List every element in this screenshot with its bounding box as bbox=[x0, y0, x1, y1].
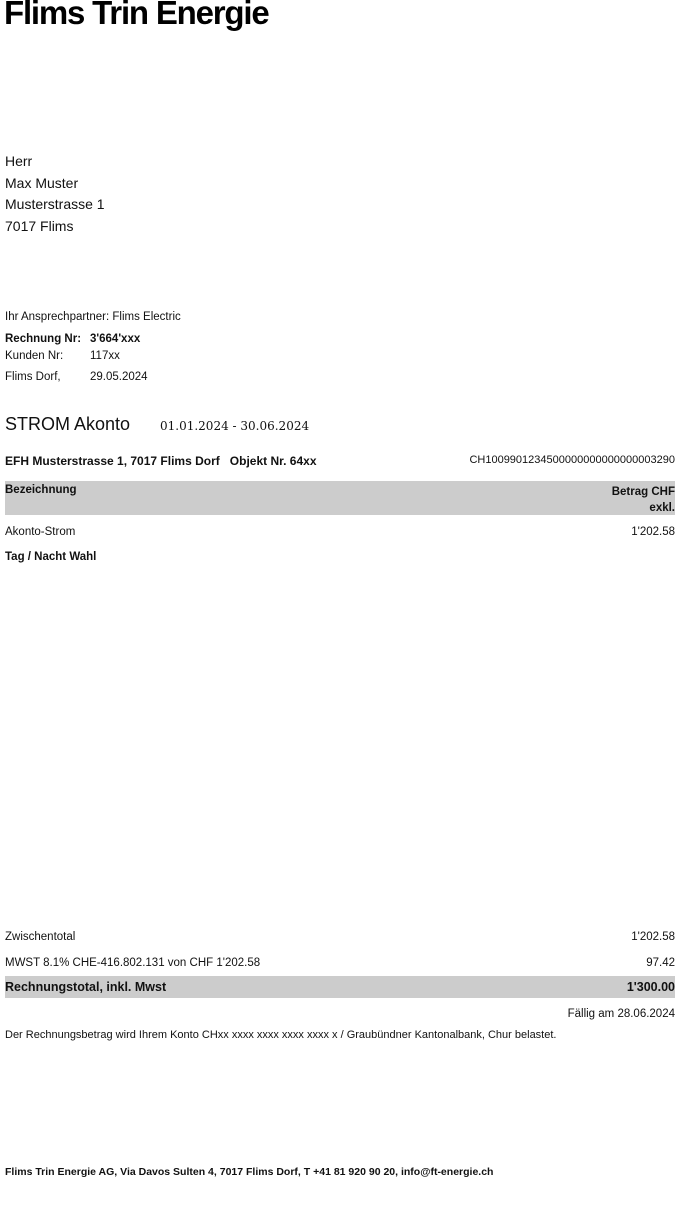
recipient-name: Max Muster bbox=[5, 174, 79, 191]
header-label: Bezeichnung bbox=[5, 484, 77, 496]
company-logo: Flims Trin Energie bbox=[4, 0, 269, 31]
object-address bbox=[5, 454, 317, 468]
footer: Flims Trin Energie AG, Via Davos Sulten 4, 7017 Flims Dorf, T +41 81 920 90 20, info@ft-energie.ch bbox=[5, 1166, 494, 1178]
recipient-street: Musterstrasse 1 bbox=[5, 196, 105, 212]
customer-number-value: 117xx bbox=[90, 350, 120, 362]
table-header bbox=[5, 481, 675, 515]
object-number: Objekt Nr. 64xx bbox=[229, 454, 317, 468]
row-label: Akonto-Strom bbox=[5, 526, 76, 538]
contact-line: Ihr Ansprechpartner: Flims Electric bbox=[5, 311, 181, 323]
payment-note: Der Rechnungsbetrag wird Ihrem Konto CHxx xxxx xxxx xxxx xxxx x / Graubündner Kantonalbank, Chur belastet. bbox=[5, 1029, 557, 1041]
header-amount-line2: exkl. bbox=[649, 502, 675, 514]
due-date: Fällig am 28.06.2024 bbox=[567, 1008, 675, 1020]
vat-value: 97.42 bbox=[646, 957, 675, 969]
object-address-text: EFH Musterstrasse 1, 7017 Flims Dorf bbox=[5, 454, 220, 468]
subtotal-label: Zwischentotal bbox=[5, 931, 76, 943]
total-value: 1'300.00 bbox=[626, 980, 675, 994]
invoice-title: STROM Akonto bbox=[5, 414, 131, 434]
recipient-salutation: Herr bbox=[5, 153, 33, 169]
row-amount: 1'202.58 bbox=[631, 526, 675, 538]
vat-label: MWST 8.1% CHE-416.802.131 von CHF 1'202.58 bbox=[5, 957, 261, 969]
total-bar bbox=[5, 976, 675, 998]
tariff-label: Tag / Nacht Wahl bbox=[5, 551, 97, 563]
invoice-date: 29.05.2024 bbox=[90, 371, 148, 383]
header-amount-line1: Betrag CHF bbox=[611, 486, 675, 498]
recipient-city: 7017 Flims bbox=[5, 217, 74, 234]
customer-number-label: Kunden Nr: bbox=[5, 350, 64, 362]
header-amount bbox=[612, 484, 675, 516]
subtotal-value: 1'202.58 bbox=[631, 931, 675, 943]
place-label: Flims Dorf, bbox=[5, 371, 61, 383]
billing-period: 01.01.2024 - 30.06.2024 bbox=[160, 419, 310, 433]
recipient-address bbox=[5, 151, 105, 237]
meter-id: CH1009901234500000000000000003290 bbox=[469, 454, 675, 466]
total-label: Rechnungstotal, inkl. Mwst bbox=[5, 980, 167, 994]
invoice-number-value: 3'664'xxx bbox=[90, 333, 141, 345]
invoice-number-label: Rechnung Nr: bbox=[5, 333, 82, 345]
